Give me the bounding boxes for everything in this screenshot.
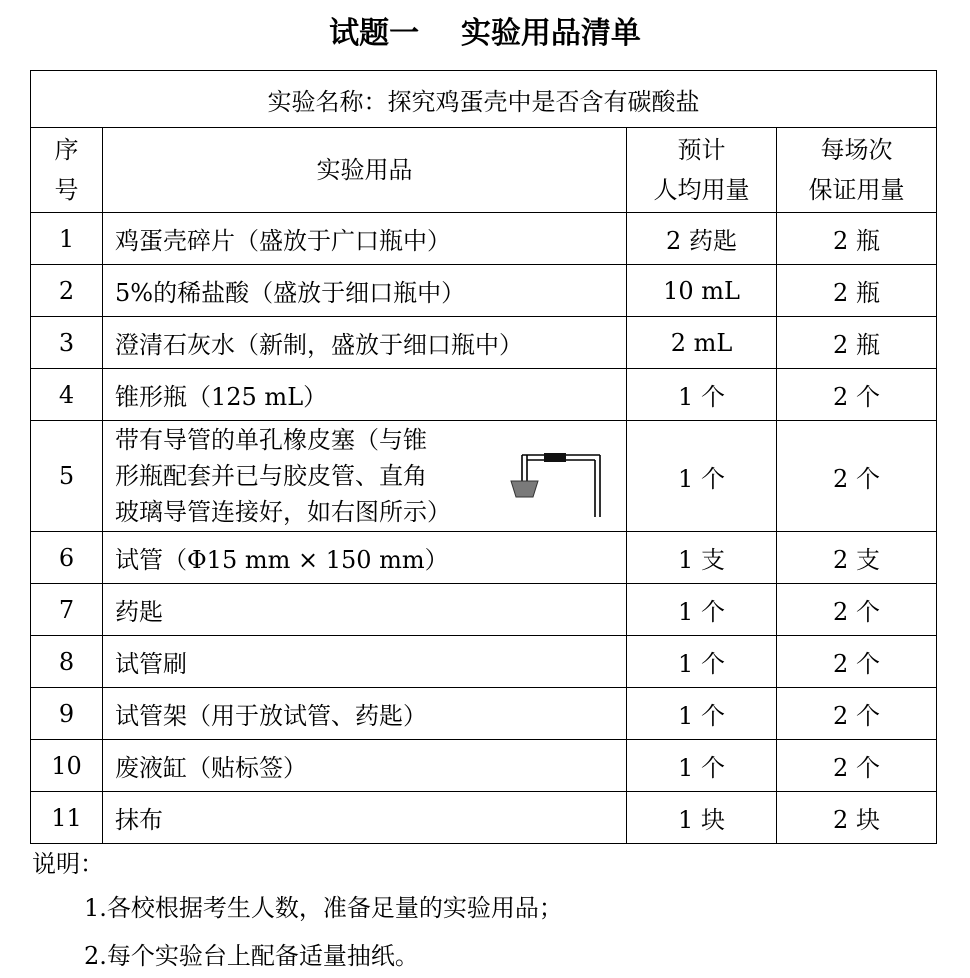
- table-row: [31, 740, 937, 792]
- row-item: 试管刷: [103, 636, 627, 688]
- row-per-session: 2 瓶: [777, 265, 937, 317]
- page-title: 试题一 实验用品清单: [329, 16, 641, 51]
- row-per-person: 1 个: [627, 369, 777, 421]
- table-row: [31, 213, 937, 265]
- row-per-person: 1 个: [627, 421, 777, 532]
- row-per-session: 2 个: [777, 740, 937, 792]
- row-no: 10: [31, 740, 103, 792]
- row-item: 澄清石灰水（新制，盛放于细口瓶中）: [103, 317, 627, 369]
- note-item: 2.每个实验台上配备适量抽纸。: [84, 942, 419, 970]
- table-row: [31, 636, 937, 688]
- row-item-line: 形瓶配套并已与胶皮管、直角: [115, 462, 427, 490]
- row-no: 3: [31, 317, 103, 369]
- row-per-person: 1 个: [627, 584, 777, 636]
- row-item: [103, 421, 627, 532]
- table-row: [31, 421, 937, 532]
- row-per-session: 2 个: [777, 636, 937, 688]
- row-per-session: 2 瓶: [777, 213, 937, 265]
- header-per-session-line2: 保证用量: [808, 176, 905, 204]
- header-per-person: [627, 128, 777, 213]
- stopper-tube-diagram: [508, 437, 608, 519]
- header-no-line2: 号: [54, 176, 79, 204]
- header-per-session-line1: 每场次: [820, 136, 893, 164]
- row-per-person: 1 支: [627, 532, 777, 584]
- row-item: 抹布: [103, 792, 627, 844]
- row-per-session: 2 支: [777, 532, 937, 584]
- row-per-person: 2 药匙: [627, 213, 777, 265]
- row-item: 试管架（用于放试管、药匙）: [103, 688, 627, 740]
- note-item: 1.各校根据考生人数，准备足量的实验用品；: [84, 894, 563, 922]
- row-no: 4: [31, 369, 103, 421]
- table-row: [31, 265, 937, 317]
- row-no: 11: [31, 792, 103, 844]
- row-item-line: 玻璃导管连接好，如右图所示）: [115, 498, 451, 526]
- row-per-person: 1 个: [627, 688, 777, 740]
- table-row: [31, 792, 937, 844]
- header-no-line1: 序: [54, 136, 79, 164]
- row-item: 5%的稀盐酸（盛放于细口瓶中）: [103, 265, 627, 317]
- header-no: [31, 128, 103, 213]
- experiment-name: 实验名称：探究鸡蛋壳中是否含有碳酸盐: [31, 71, 937, 128]
- row-per-session: 2 块: [777, 792, 937, 844]
- row-item: 药匙: [103, 584, 627, 636]
- table-row: [31, 369, 937, 421]
- row-no: 7: [31, 584, 103, 636]
- row-item: 废液缸（贴标签）: [103, 740, 627, 792]
- table-row: [31, 584, 937, 636]
- row-no: 9: [31, 688, 103, 740]
- row-per-session: 2 个: [777, 688, 937, 740]
- row-item: 锥形瓶（125 mL）: [103, 369, 627, 421]
- row-per-person: 1 个: [627, 740, 777, 792]
- row-item-line: 带有导管的单孔橡皮塞（与锥: [115, 426, 427, 454]
- row-per-session: 2 个: [777, 584, 937, 636]
- row-no: 1: [31, 213, 103, 265]
- row-no: 8: [31, 636, 103, 688]
- row-per-session: 2 个: [777, 421, 937, 532]
- table-row: [31, 532, 937, 584]
- row-per-session: 2 个: [777, 369, 937, 421]
- row-per-person: 10 mL: [627, 265, 777, 317]
- row-item-text: [115, 422, 487, 530]
- header-per-person-line2: 人均用量: [653, 176, 750, 204]
- notes-section: [32, 846, 563, 978]
- row-per-session: 2 瓶: [777, 317, 937, 369]
- row-no: 2: [31, 265, 103, 317]
- row-per-person: 1 块: [627, 792, 777, 844]
- table-row: [31, 688, 937, 740]
- row-item: 鸡蛋壳碎片（盛放于广口瓶中）: [103, 213, 627, 265]
- header-per-person-line1: 预计: [677, 136, 726, 164]
- row-per-person: 1 个: [627, 636, 777, 688]
- row-no: 5: [31, 421, 103, 532]
- header-per-session: [777, 128, 937, 213]
- row-item: 试管（Φ15 mm × 150 mm）: [103, 532, 627, 584]
- header-item: 实验用品: [103, 128, 627, 213]
- notes-label: 说明：: [32, 850, 104, 878]
- row-no: 6: [31, 532, 103, 584]
- row-per-person: 2 mL: [627, 317, 777, 369]
- table-row: [31, 317, 937, 369]
- supplies-table: [30, 70, 937, 844]
